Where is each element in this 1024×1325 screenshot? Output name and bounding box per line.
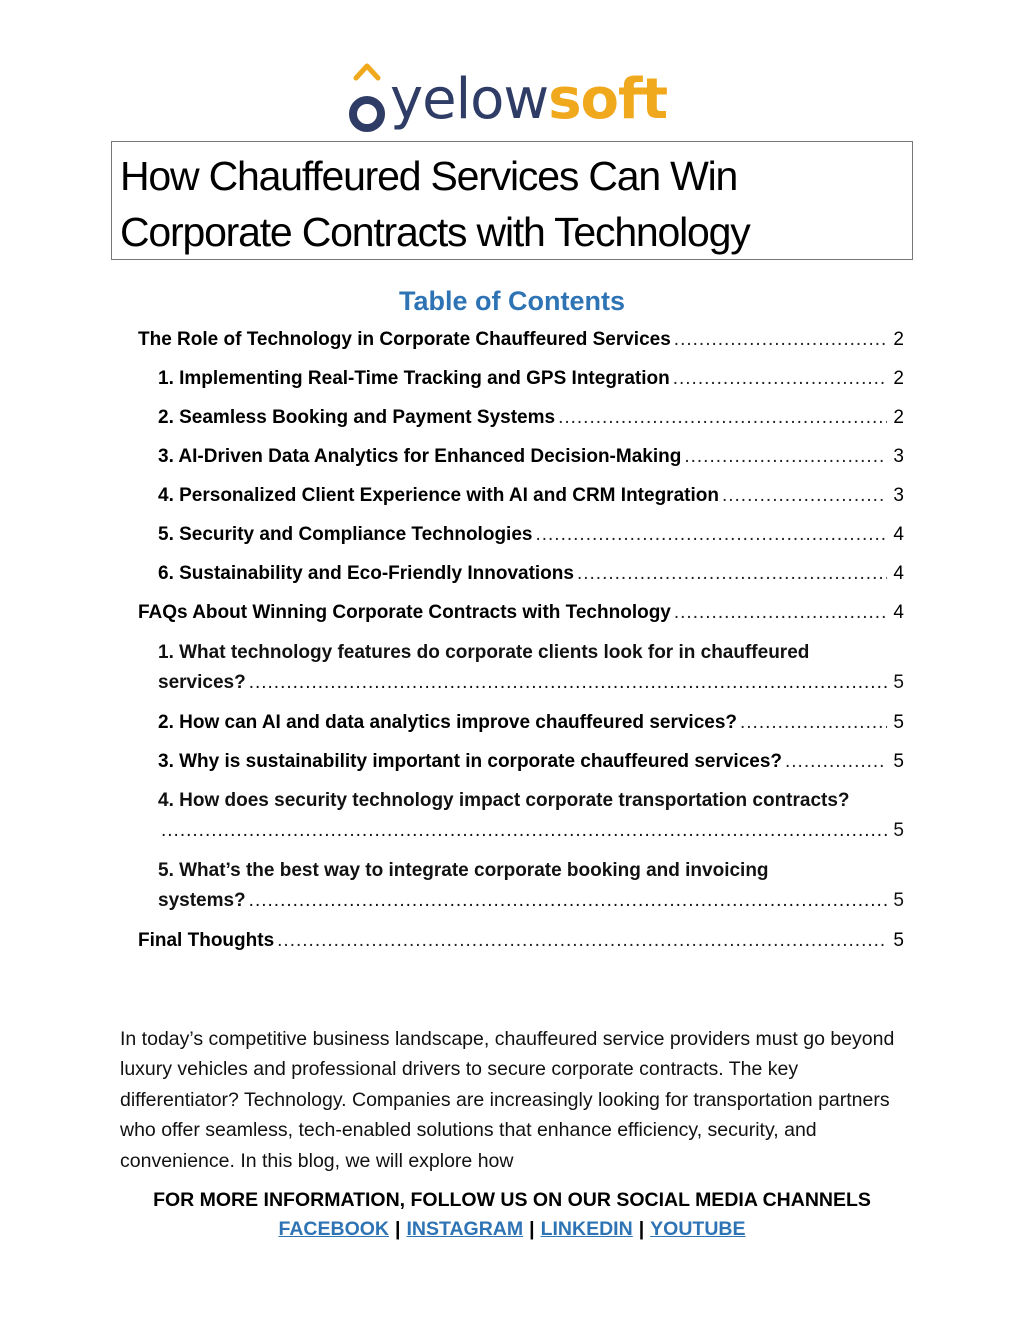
toc-leader — [740, 708, 887, 738]
toc-leader — [161, 816, 887, 846]
toc-leader — [684, 442, 887, 472]
toc-entry-label: 2. How can AI and data analytics improve chauffeured services? — [158, 712, 737, 733]
toc-entry[interactable] — [138, 598, 904, 628]
toc-entry[interactable] — [158, 747, 904, 777]
toc-entry-label: 2. Seamless Booking and Payment Systems — [158, 407, 556, 428]
toc-entry-label-line-2: services? — [158, 672, 246, 693]
toc-entry[interactable] — [158, 786, 904, 846]
logo-text-yelow: yelow — [390, 67, 549, 132]
toc-entry[interactable] — [158, 364, 904, 394]
toc-entry[interactable] — [158, 442, 904, 472]
toc-entry[interactable] — [158, 708, 904, 738]
toc-leader — [277, 926, 887, 956]
toc-entry-label-line-1: 5. What’s the best way to integrate corporate booking and invoicing — [158, 860, 769, 881]
toc-entry[interactable] — [158, 403, 904, 433]
link-separator: | — [529, 1218, 535, 1240]
toc-page-number: 5 — [893, 751, 904, 772]
logo-wordmark — [390, 67, 668, 132]
youtube-link[interactable]: YOUTUBE — [650, 1218, 746, 1240]
social-media-callout: FOR MORE INFORMATION, FOLLOW US ON OUR SOCIAL MEDIA CHANNELS — [153, 1189, 871, 1211]
linkedin-link[interactable]: LINKEDIN — [540, 1218, 633, 1240]
toc-entry[interactable] — [158, 520, 904, 550]
toc-entry-label: 3. AI-Driven Data Analytics for Enhanced Decision-Making — [158, 446, 682, 467]
toc-page-number: 5 — [893, 930, 904, 951]
toc-entry-label: 1. Implementing Real-Time Tracking and GPS Integration — [158, 368, 670, 389]
toc-entry-label: FAQs About Winning Corporate Contracts with Technology — [138, 602, 671, 623]
toc-leader — [722, 481, 887, 511]
toc-leader — [577, 559, 887, 589]
toc-page-number: 3 — [893, 485, 904, 506]
toc-entry[interactable] — [158, 638, 904, 698]
toc-entry-label: 5. Security and Compliance Technologies — [158, 524, 533, 545]
logo-text-soft: soft — [548, 67, 668, 132]
toc-page-number: 5 — [893, 672, 904, 693]
toc-page-number: 2 — [893, 368, 904, 389]
title-box — [111, 141, 913, 260]
toc-leader — [674, 598, 887, 628]
link-separator: | — [395, 1218, 401, 1240]
toc-entry-label-line-2: systems? — [158, 890, 246, 911]
toc-page-number: 5 — [893, 820, 904, 841]
toc-leader — [673, 364, 887, 394]
toc-page-number: 5 — [893, 890, 904, 911]
intro-paragraph: In today’s competitive business landscape, chauffeured service providers must go beyond luxury vehicles and professional drivers to secure corporate contracts. The key differentiator? Technology. Companies are increasingly looking for transportation partners who offer seamless, tech-enabled solutions that enhance efficiency, security, and convenience. In this blog, we will explore how — [120, 1027, 895, 1172]
toc-entry[interactable] — [138, 325, 904, 355]
social-links — [0, 1214, 1024, 1244]
facebook-link[interactable]: FACEBOOK — [278, 1218, 390, 1240]
toc-entry-label-line-1: 4. How does security technology impact corporate transportation contracts? — [158, 790, 850, 811]
toc-leader — [558, 403, 887, 433]
toc-page-number: 2 — [893, 329, 904, 350]
toc-entry-label: 6. Sustainability and Eco-Friendly Innovations — [158, 563, 574, 584]
toc-leader — [249, 886, 887, 916]
toc-page-number: 2 — [893, 407, 904, 428]
document-title — [120, 148, 912, 260]
toc-page-number: 4 — [893, 524, 904, 545]
toc-page-number: 3 — [893, 446, 904, 467]
toc-leader — [785, 747, 887, 777]
toc-entry-label: 3. Why is sustainability important in corporate chauffeured services? — [158, 751, 782, 772]
toc-entry[interactable] — [158, 559, 904, 589]
title-line-2: Corporate Contracts with Technology — [120, 209, 750, 255]
title-line-1: How Chauffeured Services Can Win — [120, 153, 738, 199]
toc-entry-label-line-1: 1. What technology features do corporate clients look for in chauffeured — [158, 642, 810, 663]
toc-entry-label: The Role of Technology in Corporate Chauffeured Services — [138, 329, 671, 350]
yelowsoft-logo — [346, 58, 667, 142]
link-separator: | — [638, 1218, 645, 1240]
toc-entry-label: 4. Personalized Client Experience with AI and CRM Integration — [158, 485, 719, 506]
yelowsoft-logo-icon — [346, 58, 388, 142]
toc-leader — [535, 520, 887, 550]
toc-page-number: 4 — [893, 563, 904, 584]
toc-page-number: 4 — [893, 602, 904, 623]
toc-entry[interactable] — [138, 926, 904, 956]
toc-page-number: 5 — [893, 712, 904, 733]
toc-leader — [249, 668, 887, 698]
toc-leader — [674, 325, 887, 355]
toc-entry[interactable] — [158, 481, 904, 511]
toc-entry[interactable] — [158, 856, 904, 916]
toc-heading: Table of Contents — [399, 286, 625, 316]
toc-entry-label: Final Thoughts — [138, 930, 275, 951]
instagram-link[interactable]: INSTAGRAM — [406, 1218, 524, 1240]
